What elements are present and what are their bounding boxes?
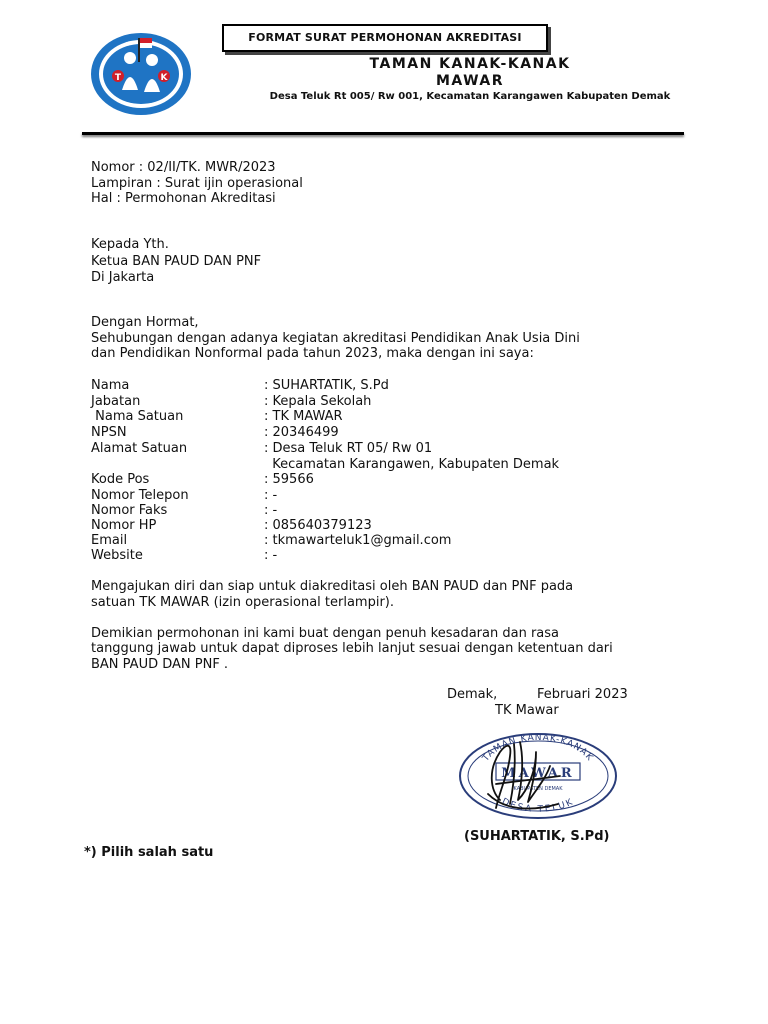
school-logo <box>88 30 194 118</box>
paragraph2-line3: BAN PAUD DAN PNF . <box>91 657 229 672</box>
field-label: Nomor HP <box>91 518 157 533</box>
field-value: : - <box>264 503 278 518</box>
field-label: NPSN <box>91 425 127 440</box>
logo-letter-t: T <box>114 73 122 83</box>
closing-place: Demak, <box>447 687 498 702</box>
school-name-line2: MAWAR <box>435 73 505 89</box>
field-label: Nama <box>91 378 130 393</box>
footnote: *) Pilih salah satu <box>84 845 214 860</box>
recipient-line2: Ketua BAN PAUD DAN PNF <box>91 254 262 269</box>
field-label: Jabatan <box>91 394 141 409</box>
header-divider <box>82 132 684 135</box>
letter-number: Nomor : 02/II/TK. MWR/2023 <box>91 160 276 175</box>
field-label: Kode Pos <box>91 472 150 487</box>
format-title-box <box>222 24 548 52</box>
closing-institution: TK Mawar <box>495 703 559 718</box>
greeting: Dengan Hormat, <box>91 315 199 330</box>
field-value: : tkmawarteluk1@gmail.com <box>264 533 452 548</box>
school-address: Desa Teluk Rt 005/ Rw 001, Kecamatan Karangawen Kabupaten Demak <box>269 91 671 102</box>
field-label: Nomor Telepon <box>91 488 189 503</box>
letter-attachment: Lampiran : Surat ijin operasional <box>91 176 303 191</box>
field-value: : - <box>264 488 278 503</box>
field-value: : 085640379123 <box>264 518 372 533</box>
recipient-line3: Di Jakarta <box>91 270 155 285</box>
field-label: Nomor Faks <box>91 503 168 518</box>
paragraph2-line2: tanggung jawab untuk dapat diproses lebih lanjut sesuai dengan ketentuan dari <box>91 641 613 656</box>
field-value: : SUHARTATIK, S.Pd <box>264 378 389 393</box>
stamp-top-text: TAMAN KANAK-KANAK <box>481 732 595 764</box>
school-name-line1: TAMAN KANAK-KANAK <box>369 56 571 72</box>
paragraph1-line1: Mengajukan diri dan siap untuk diakreditasi oleh BAN PAUD dan PNF pada <box>91 579 574 594</box>
recipient-line1: Kepada Yth. <box>91 237 169 252</box>
field-label: Alamat Satuan <box>91 441 188 456</box>
closing-date: Februari 2023 <box>537 687 628 702</box>
field-value: : 59566 <box>264 472 314 487</box>
field-value: : TK MAWAR <box>264 409 343 424</box>
handwritten-signature <box>470 730 580 820</box>
field-label: Nama Satuan <box>91 409 184 424</box>
field-value: : - <box>264 548 278 563</box>
letter-subject: Hal : Permohonan Akreditasi <box>91 191 276 206</box>
field-value: : Kepala Sekolah <box>264 394 372 409</box>
field-value: : Desa Teluk RT 05/ Rw 01 <box>264 441 433 456</box>
signer-name: (SUHARTATIK, S.Pd) <box>464 829 610 844</box>
field-label: Website <box>91 548 143 563</box>
intro-line2: dan Pendidikan Nonformal pada tahun 2023, maka dengan ini saya: <box>91 346 534 361</box>
stamp-bottom-text: DESA TELUK <box>500 796 576 815</box>
stamp-district-text: KABUPATEN DEMAK <box>513 786 563 792</box>
field-label: Email <box>91 533 128 548</box>
paragraph2-line1: Demikian permohonan ini kami buat dengan penuh kesadaran dan rasa <box>91 626 559 641</box>
field-value: Kecamatan Karangawen, Kabupaten Demak <box>264 457 560 472</box>
paragraph1-line2: satuan TK MAWAR (izin operasional terlampir). <box>91 595 394 610</box>
intro-line1: Sehubungan dengan adanya kegiatan akreditasi Pendidikan Anak Usia Dini <box>91 331 580 346</box>
field-value: : 20346499 <box>264 425 339 440</box>
format-title: FORMAT SURAT PERMOHONAN AKREDITASI <box>248 31 522 44</box>
stamp-center-text: MAWAR <box>501 766 575 781</box>
logo-letter-k: K <box>160 73 168 83</box>
